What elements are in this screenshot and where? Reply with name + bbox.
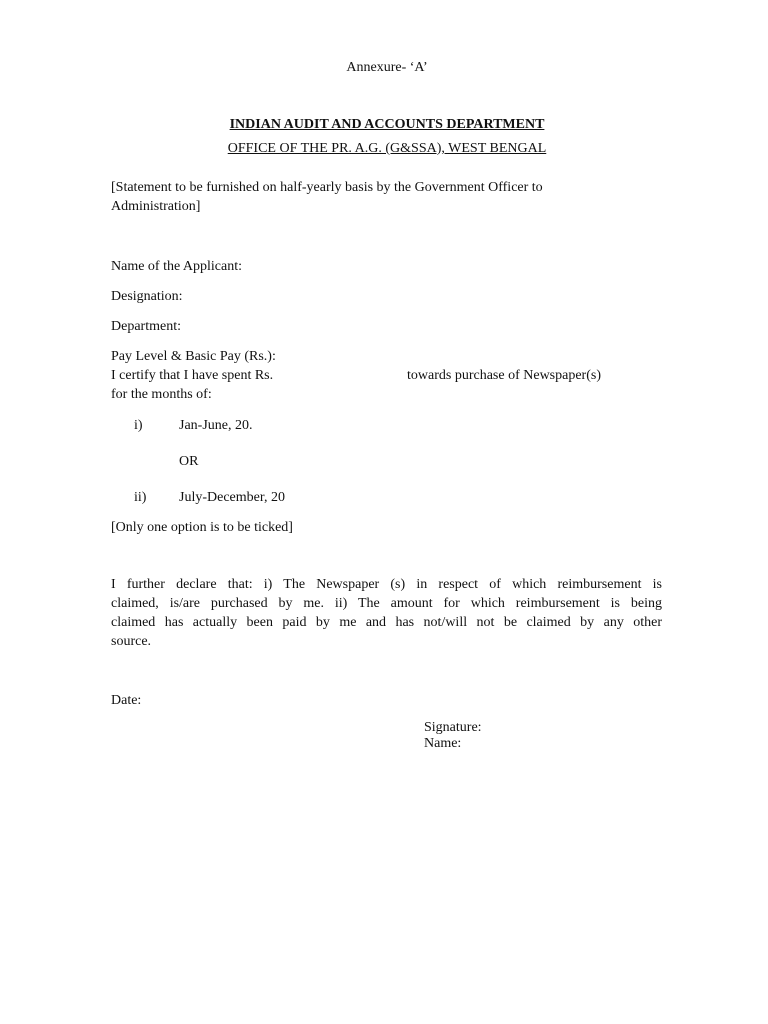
option-2-number: ii)	[134, 490, 147, 505]
statement-line-2: Administration]	[111, 199, 201, 214]
declaration-line-3: claimed has actually been paid by me and has not/will not be claimed by any other	[111, 615, 662, 630]
declaration-line-2: claimed, is/are purchased by me. ii) The amount for which reimbursement is being	[111, 596, 662, 611]
applicant-name-field: Name of the Applicant:	[111, 259, 243, 274]
department-field: Department:	[111, 319, 181, 334]
designation-field: Designation:	[111, 289, 183, 304]
or-separator: OR	[179, 454, 199, 469]
option-2-text: July-December, 20	[179, 490, 285, 505]
declaration-line-1: I further declare that: i) The Newspaper (s) in respect of which reimbursement is	[111, 577, 662, 592]
option-note: [Only one option is to be ticked]	[111, 520, 293, 535]
name-field: Name:	[424, 736, 462, 751]
date-field: Date:	[111, 693, 142, 708]
annexure-label: Annexure- ‘A’	[346, 60, 428, 75]
option-1-text: Jan-June, 20.	[179, 418, 253, 433]
certify-text-line-2: for the months of:	[111, 387, 212, 402]
certify-text-part-2: towards purchase of Newspaper(s)	[407, 368, 601, 383]
signature-field: Signature:	[424, 720, 482, 735]
declaration-line-4: source.	[111, 634, 152, 649]
statement-line-1: [Statement to be furnished on half-yearly basis by the Government Officer to	[111, 180, 543, 195]
certify-text-part-1: I certify that I have spent Rs.	[111, 368, 274, 383]
department-heading: INDIAN AUDIT AND ACCOUNTS DEPARTMENT	[229, 117, 545, 132]
office-heading: OFFICE OF THE PR. A.G. (G&SSA), WEST BENGAL	[227, 141, 547, 156]
option-1-number: i)	[134, 418, 143, 433]
pay-level-field: Pay Level & Basic Pay (Rs.):	[111, 349, 276, 364]
